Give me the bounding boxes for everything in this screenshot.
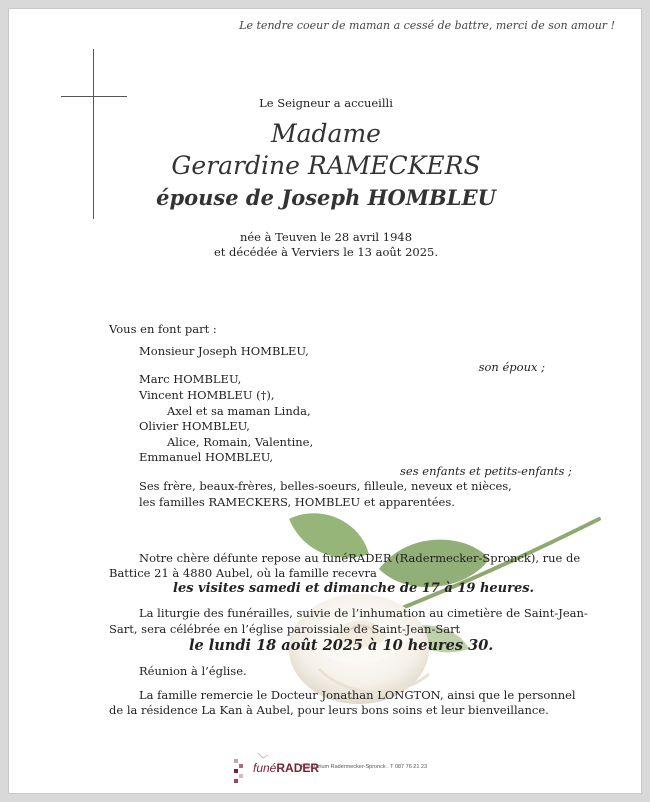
liturgy-line-1: La liturgie des funérailles, suivie de l’inhumation au cimetière de Saint-Jean- [139,606,588,620]
child-2: Vincent HOMBLEU (†), [139,388,275,402]
brand-suffix: RADER [276,761,320,775]
tagline: Le tendre coeur de maman a cessé de battre, merci de son amour ! [239,19,615,32]
footer-info: Funérarium Radermecker-Spronck . T 087 76 21 23 [301,764,428,770]
deceased-name: Gerardine RAMECKERS [171,151,481,180]
brand-prefix: funé [253,761,277,775]
child-4: Emmanuel HOMBLEU, [139,450,274,464]
child-3: Olivier HOMBLEU, [139,419,250,433]
spouse-line: épouse de Joseph HOMBLEU [156,185,496,210]
spouse-role: son époux ; [478,360,545,374]
announce-intro: Vous en font part : [109,322,217,336]
grandchild-1: Axel et sa maman Linda, [167,404,311,418]
funeral-date: le lundi 18 août 2025 à 10 heures 30. [189,637,494,654]
family-line-1: Ses frère, beaux-frères, belles-soeurs, filleule, neveux et nièces, [139,479,512,493]
birth-line: née à Teuven le 28 avril 1948 [239,230,413,244]
rest-line-2: Battice 21 à 4880 Aubel, où la famille recevra [109,566,377,580]
obituary-page [8,8,642,794]
thanks-line-1: La famille remercie le Docteur Jonathan LONGTON, ainsi que le personnel [139,688,576,702]
meeting-line: Réunion à l’église. [139,664,247,678]
title-madame: Madame [271,119,381,148]
family-line-2: les familles RAMECKERS, HOMBLEU et apparentées. [139,495,455,509]
grandchild-2: Alice, Romain, Valentine, [167,435,314,449]
rest-line-1: Notre chère défunte repose au funéRADER (Radermecker-Spronck), rue de [139,551,581,565]
death-line: et décédée à Verviers le 13 août 2025. [213,245,439,259]
children-role: ses enfants et petits-enfants ; [400,464,572,478]
intro-text: Le Seigneur a accueilli [259,96,393,110]
child-1: Marc HOMBLEU, [139,372,242,386]
spouse-name: Monsieur Joseph HOMBLEU, [139,344,309,358]
liturgy-line-2: Sart, sera célébrée en l’église paroissiale de Saint-Jean-Sart [109,622,461,636]
thanks-line-2: de la résidence La Kan à Aubel, pour leurs bons soins et leur bienveillance. [109,703,549,717]
visits-line: les visites samedi et dimanche de 17 à 19 heures. [173,581,535,596]
